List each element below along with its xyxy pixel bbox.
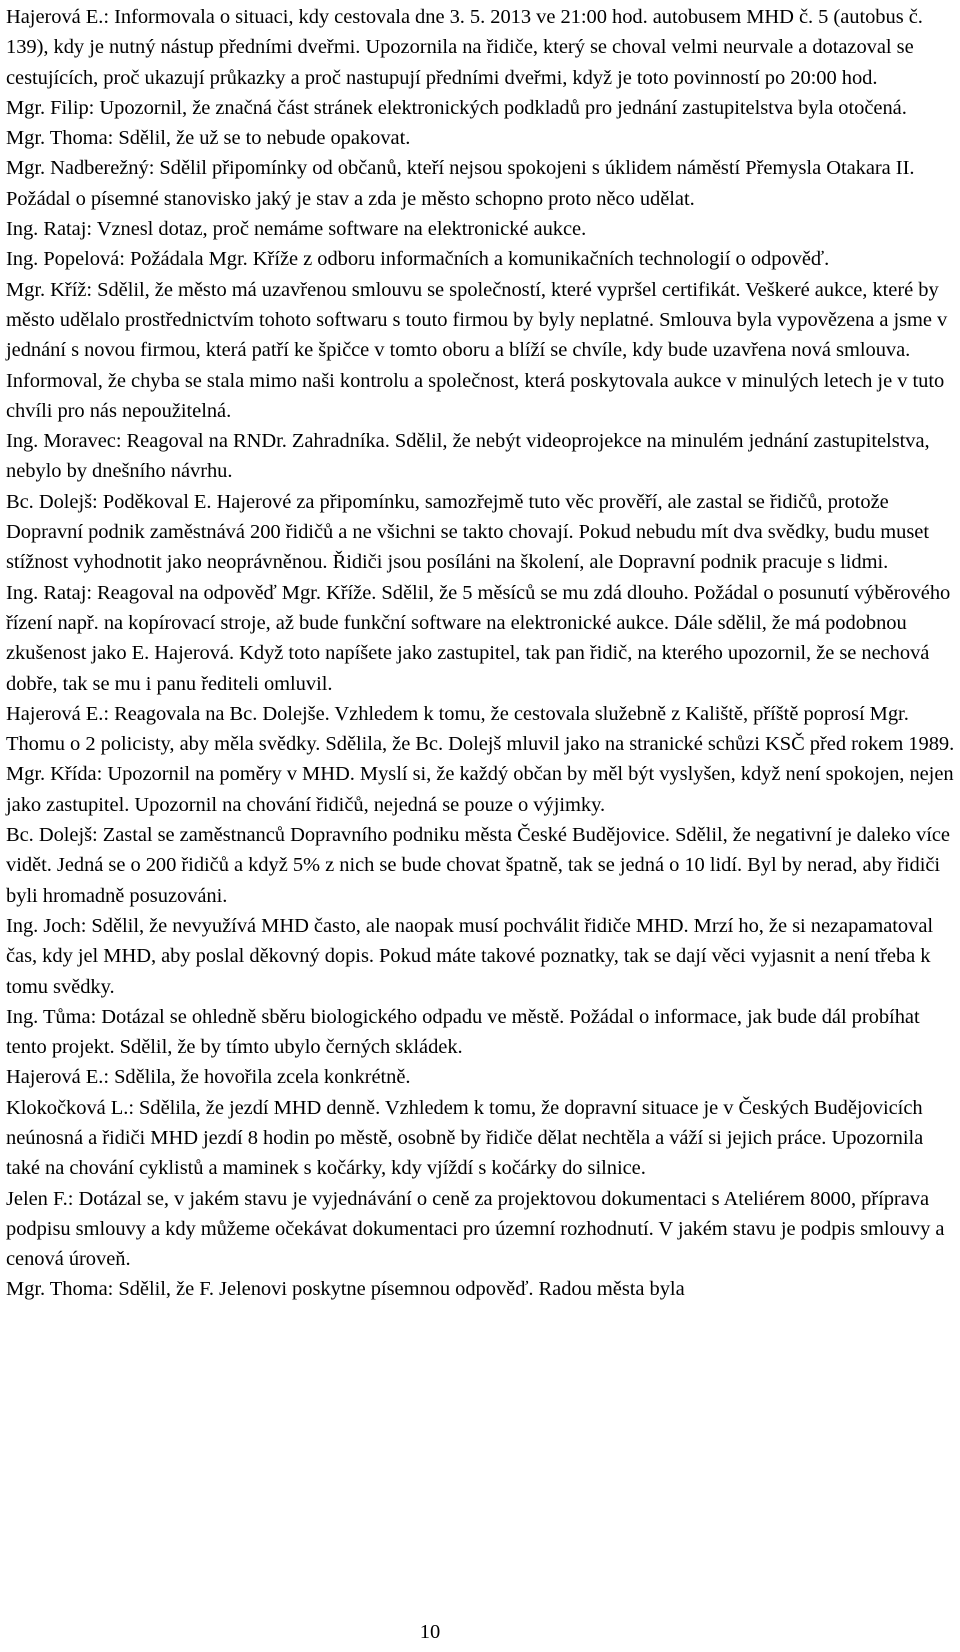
paragraph-rataj-1: Ing. Rataj: Vznesl dotaz, proč nemáme software na elektronické aukce.: [6, 218, 587, 241]
paragraph-hajerova-1: Hajerová E.: Informovala o situaci, kdy cestovala dne 3. 5. 2013 ve 21:00 hod. autobusem MHD č. 5 (autobus č. 139), kdy je nutný nástup předními dveřmi. Upozornila na řidiče, který se choval velmi neurvale a dotazoval se cestujících, proč ukazují průkazky a proč nastupují předními dveřmi, když je toto povinností po 20:00 hod.: [6, 6, 923, 89]
paragraph-filip: Mgr. Filip: Upozornil, že značná část stránek elektronických podkladů pro jednání zastupitelstva byla otočená.: [6, 96, 907, 119]
document-body: [6, 2, 956, 1305]
paragraph-moravec: Ing. Moravec: Reagoval na RNDr. Zahradníka. Sdělil, že nebýt videoprojekce na minulém jednání zastupitelstva, nebylo by dnešního návrhu.: [6, 430, 930, 483]
paragraph-popelova: Ing. Popelová: Požádala Mgr. Kříže z odboru informačních a komunikačních technologií o odpověď.: [6, 248, 830, 271]
paragraph-jelen: Jelen F.: Dotázal se, v jakém stavu je vyjednávání o ceně za projektovou dokumentaci s Ateliérem 8000, příprava podpisu smlouvy a kdy můžeme očekávat dokumentaci pro územní rozhodnutí. V jakém stavu je podpis smlouvy a cenová úroveň.: [6, 1187, 945, 1271]
paragraph-kriz: Mgr. Kříž: Sdělil, že město má uzavřenou smlouvu se společností, které vypršel certifikát. Veškeré aukce, které by město udělalo prostřednictvím tohoto softwaru s touto firmou by byly neplatné. Smlouva byla vypovězena a jsme v jednání s novou firmou, která patří ke špičce v tomto oboru a blíží se chvíle, kdy bude uzavřena nová smlouva. Informoval, že chyba se stala mimo naši kontrolu a společnost, která poskytovala aukce v minulých letech je v tuto chvíli pro nás nepoužitelná.: [6, 278, 948, 422]
paragraph-rataj-2: Ing. Rataj: Reagoval na odpověď Mgr. Kříže. Sdělil, že 5 měsíců se mu zdá dlouho. Požádal o posunutí výběrového řízení např. na kopírovací stroje, až bude funkční software na elektronické aukce. Dále sdělil, že má podobnou zkušenost jako E. Hajerová. Když toto napíšete jako zastupitel, tak pan řidič, na kterého upozornil, že se nechová dobře, tak se mu i panu řediteli omluvil.: [6, 581, 951, 695]
paragraph-dolejs-2: Bc. Dolejš: Zastal se zaměstnanců Dopravního podniku města České Budějovice. Sdělil, že negativní je daleko více vidět. Jedná se o 200 řidičů a když 5% z nich se bude chovat špatně, tak se jedná o 10 lidí. Byl by nerad, aby řidiči byli hromadně posuzováni.: [6, 824, 950, 907]
page-number: 10: [419, 1621, 441, 1643]
paragraph-joch: Ing. Joch: Sdělil, že nevyužívá MHD často, ale naopak musí pochválit řidiče MHD. Mrzí ho, že si nezapamatoval čas, kdy jel MHD, aby poslal děkovný dopis. Pokud máte takové poznatky, tak se dají věci vyjasnit a není třeba k tomu svědky.: [6, 914, 934, 998]
paragraph-thoma-1: Mgr. Thoma: Sdělil, že už se to nebude opakovat.: [6, 127, 411, 150]
paragraph-hajerova-2: Hajerová E.: Reagovala na Bc. Dolejše. Vzhledem k tomu, že cestovala služebně z Kaliště, příště poprosí Mgr. Thomu o 2 policisty, aby měla svědky. Sdělila, že Bc. Dolejš mluvil jako na stranické schůzi KSČ před rokem 1989.: [6, 702, 955, 756]
paragraph-thoma-2: Mgr. Thoma: Sdělil, že F. Jelenovi poskytne písemnou odpověď. Radou města byla: [6, 1278, 685, 1301]
paragraph-klokockova: Klokočková L.: Sdělila, že jezdí MHD denně. Vzhledem k tomu, že dopravní situace je v Českých Budějovicích neúnosná a řidiči MHD jezdí 8 hodin po městě, osobně by řidiče dělat nechtěla a váží si jejich práce. Upozornila také na chování cyklistů a maminek s kočárky, kdy vjíždí s kočárky do silnice.: [6, 1096, 924, 1180]
paragraph-hajerova-3: Hajerová E.: Sdělila, že hovořila zcela konkrétně.: [6, 1066, 411, 1089]
paragraph-tuma: Ing. Tůma: Dotázal se ohledně sběru biologického odpadu ve městě. Požádal o informace, jak bude dál probíhat tento projekt. Sdělil, že by tímto ubylo černých skládek.: [6, 1005, 920, 1059]
paragraph-dolejs-1: Bc. Dolejš: Poděkoval E. Hajerové za připomínku, samozřejmě tuto věc prověří, ale zastal se řidičů, protože Dopravní podnik zaměstnává 200 řidičů a ne všichni se takto chovají. Pokud nebudu mít dva svědky, budu muset stížnost vyhodnotit jako neoprávněnou. Řidiči jsou posíláni na školení, ale Dopravní podnik pracuje s lidmi.: [6, 490, 929, 574]
paragraph-krida: Mgr. Křída: Upozornil na poměry v MHD. Myslí si, že každý občan by měl být vyslyšen, když není spokojen, nejen jako zastupitel. Upozornil na chování řidičů, nejedná se pouze o výjimky.: [6, 763, 954, 816]
paragraph-nadberezny: Mgr. Nadberežný: Sdělil připomínky od občanů, kteří nejsou spokojeni s úklidem náměstí Přemysla Otakara II. Požádal o písemné stanovisko jaký je stav a zda je město schopno proto něco udělat.: [6, 157, 915, 210]
